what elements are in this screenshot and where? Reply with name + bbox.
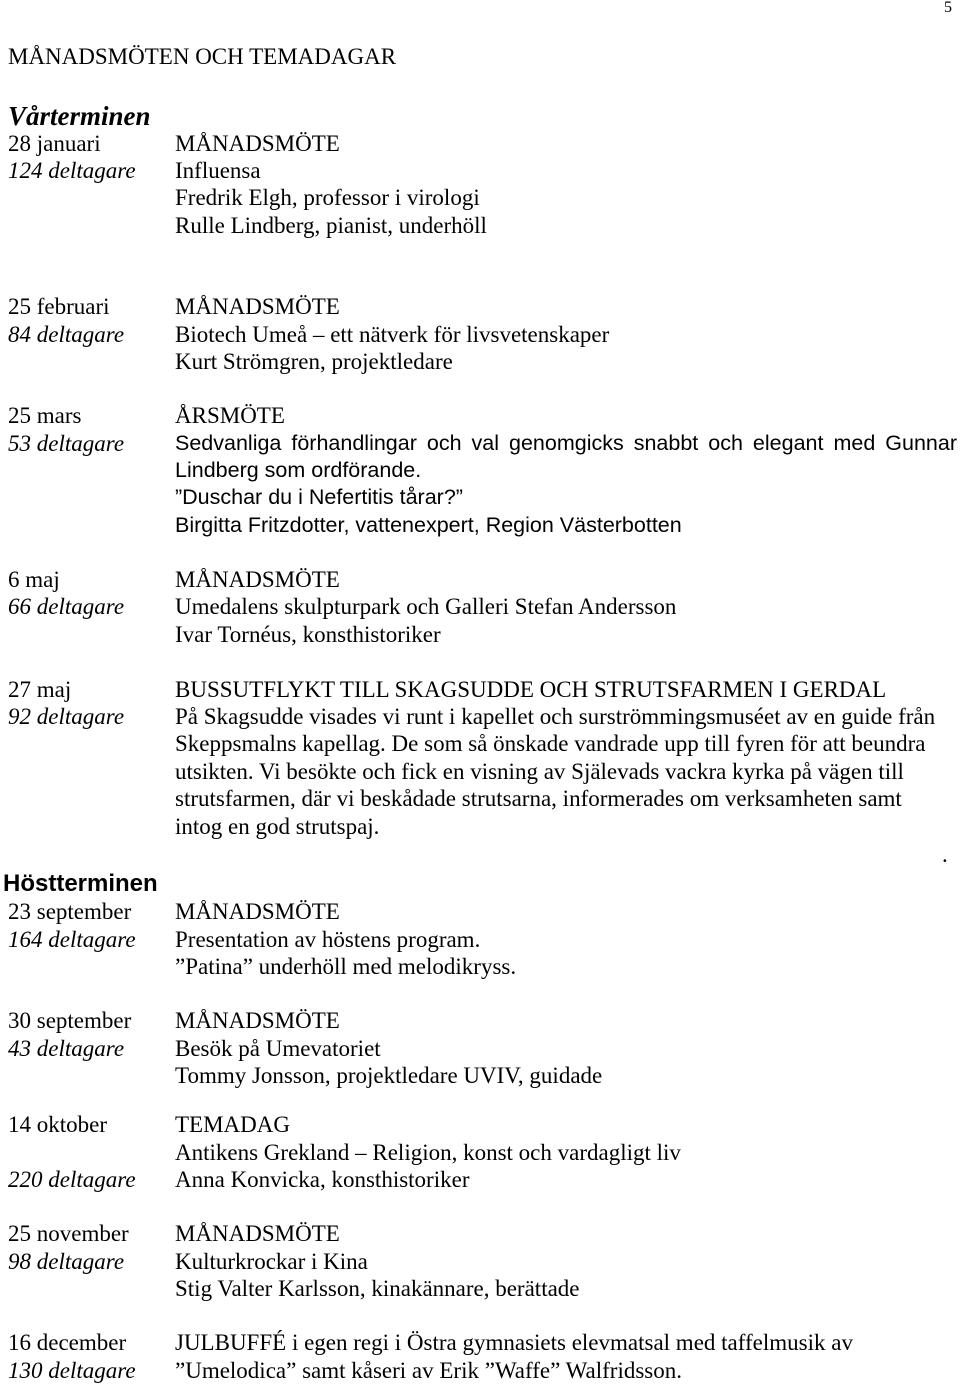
event-line: Rulle Lindberg, pianist, underhöll [175, 213, 487, 238]
event-type: MÅNADSMÖTE [175, 1008, 340, 1033]
event-type: MÅNADSMÖTE [175, 131, 340, 156]
event-participants: 130 deltagare [8, 1358, 136, 1383]
event-row [0, 1166, 960, 1193]
event-row [0, 212, 960, 239]
event-line: Besök på Umevatoriet [175, 1036, 381, 1061]
term-heading-spring: Vårterminen [8, 101, 151, 131]
event-participants: 92 deltagare [8, 704, 125, 729]
event-date: 30 september [8, 1008, 132, 1033]
event-participants: 43 deltagare [8, 1036, 125, 1061]
event-line: Biotech Umeå – ett nätverk för livsvetenskaper [175, 322, 610, 347]
event-row [0, 566, 960, 593]
event-line: Influensa [175, 158, 261, 183]
event-date: 23 september [8, 899, 132, 924]
event-type: MÅNADSMÖTE [175, 294, 340, 319]
event-row [0, 593, 960, 620]
event-date: 27 maj [8, 677, 72, 702]
event-participants: 124 deltagare [8, 158, 136, 183]
event-type: BUSSUTFLYKT TILL SKAGSUDDE OCH STRUTSFARMEN I GERDAL [175, 677, 887, 702]
event-line: Antikens Grekland – Religion, konst och vardagligt liv [175, 1140, 681, 1165]
event-row [0, 457, 960, 484]
event-date: 25 mars [8, 403, 82, 428]
event-row [0, 402, 960, 429]
event-row [0, 1329, 960, 1356]
event-line: Anna Konvicka, konsthistoriker [175, 1167, 470, 1192]
event-participants: 53 deltagare [8, 431, 125, 456]
term-heading-autumn: Höstterminen [3, 870, 158, 897]
event-line: Sedvanliga förhandlingar och val genomgicks snabbt och elegant med Gunnar [175, 431, 957, 455]
event-line: Skeppsmalns kapellag. De som så önskade vandrade upp till fyren för att beundra [175, 731, 926, 756]
event-row [0, 484, 960, 511]
event-date: 25 februari [8, 294, 110, 319]
event-line: strutsfarmen, där vi beskådade strutsarna, informerades om verksamheten samt [175, 786, 902, 811]
event-row [0, 813, 960, 840]
event-type: MÅNADSMÖTE [175, 567, 340, 592]
event-row [0, 785, 960, 812]
event-line: ”Duschar du i Nefertitis tårar?” [175, 485, 463, 509]
event-date: 14 oktober [8, 1112, 108, 1137]
event-participants: 66 deltagare [8, 594, 125, 619]
page-number: 5 [944, 0, 952, 16]
event-row [0, 1357, 960, 1384]
event-row [0, 1220, 960, 1247]
event-line: ”Umelodica” samt kåseri av Erik ”Waffe” Walfridsson. [175, 1358, 682, 1383]
event-line: utsikten. Vi besökte och fick en visning av Själevads vackra kyrka på vägen till [175, 759, 904, 784]
event-date: 16 december [8, 1330, 127, 1355]
event-participants: 84 deltagare [8, 322, 125, 347]
event-line: På Skagsudde visades vi runt i kapellet och surströmmingsmuséet av en guide från [175, 704, 936, 729]
event-line: Birgitta Fritzdotter, vattenexpert, Region Västerbotten [175, 513, 682, 537]
page-title: MÅNADSMÖTEN OCH TEMADAGAR [8, 44, 397, 69]
event-row [0, 512, 960, 539]
event-row [0, 730, 960, 757]
event-type: TEMADAG [175, 1112, 290, 1137]
event-line: Kurt Strömgren, projektledare [175, 349, 453, 374]
event-line: Umedalens skulpturpark och Galleri Stefan Andersson [175, 594, 677, 619]
event-row [0, 703, 960, 730]
event-participants: 220 deltagare [8, 1167, 136, 1192]
event-line: Fredrik Elgh, professor i virologi [175, 185, 480, 210]
event-line: Lindberg som ordförande. [175, 458, 422, 482]
event-participants: 98 deltagare [8, 1249, 125, 1274]
event-type: MÅNADSMÖTE [175, 1221, 340, 1246]
event-line: JULBUFFÉ i egen regi i Östra gymnasiets elevmatsal med taffelmusik av [175, 1330, 853, 1355]
event-row [0, 130, 960, 157]
event-line: Tommy Jonsson, projektledare UVIV, guidade [175, 1063, 603, 1088]
event-line: Ivar Tornéus, konsthistoriker [175, 622, 441, 647]
event-date: 25 november [8, 1221, 129, 1246]
event-row [0, 1139, 960, 1166]
event-row [0, 898, 960, 925]
event-row [0, 1111, 960, 1138]
event-line: intog en god strutspaj. [175, 814, 380, 839]
event-row [0, 676, 960, 703]
event-line: Presentation av höstens program. [175, 927, 481, 952]
event-row [0, 1062, 960, 1089]
event-participants: 164 deltagare [8, 927, 136, 952]
event-date: 28 januari [8, 131, 101, 156]
event-row [0, 348, 960, 375]
event-row [0, 184, 960, 211]
event-row [0, 758, 960, 785]
event-row [0, 1275, 960, 1302]
event-line: Stig Valter Karlsson, kinakännare, berättade [175, 1276, 580, 1301]
event-line: Kulturkrockar i Kina [175, 1249, 368, 1274]
event-row [0, 621, 960, 648]
event-row [0, 430, 960, 457]
event-type: ÅRSMÖTE [175, 403, 285, 428]
event-row [0, 1007, 960, 1034]
event-row [0, 953, 960, 980]
event-row [0, 293, 960, 320]
event-row [0, 926, 960, 953]
event-row [0, 1248, 960, 1275]
event-row [0, 157, 960, 184]
stray-period: . [942, 842, 948, 867]
event-row [0, 321, 960, 348]
event-date: 6 maj [8, 567, 60, 592]
event-line: ”Patina” underhöll med melodikryss. [175, 954, 517, 979]
event-type: MÅNADSMÖTE [175, 899, 340, 924]
event-row [0, 1035, 960, 1062]
